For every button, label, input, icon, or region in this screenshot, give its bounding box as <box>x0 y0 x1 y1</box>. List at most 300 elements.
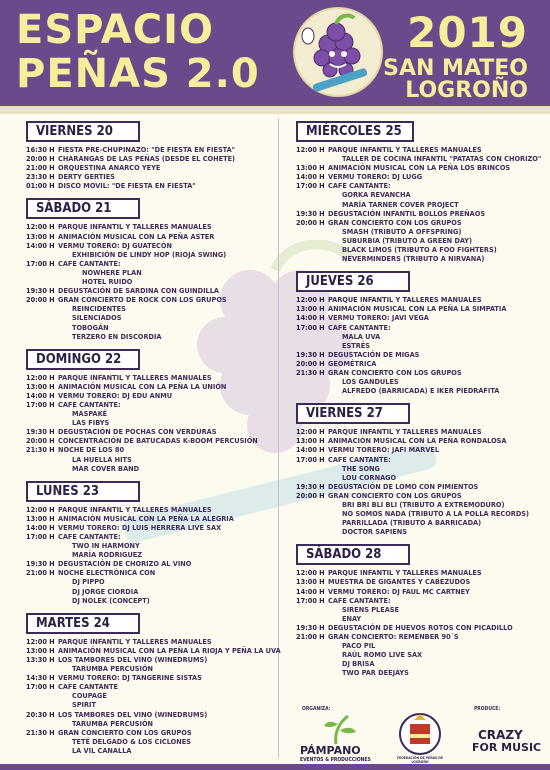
event-text: LOS TAMBORES DEL VINO (WINEDRUMS) <box>58 709 208 719</box>
event-time: 19:30 H <box>296 349 325 359</box>
event-row <box>296 304 542 313</box>
event-text: VERMU TORERO: JAVI VEGA <box>328 313 429 323</box>
event-time: 17:00 H <box>296 454 325 464</box>
event-text: LA HUELLA HITS <box>72 454 132 464</box>
event-text: VERMU TORERO: DJ LUGG <box>328 172 423 182</box>
event-row <box>26 645 281 655</box>
event-row <box>296 145 542 154</box>
event-list <box>26 636 281 755</box>
event-text: SILENCIADOS <box>72 313 122 323</box>
event-text: GEOMÉTRICA <box>328 358 377 368</box>
event-time: 14:00 H <box>26 522 55 532</box>
event-time: 20:00 H <box>296 490 325 500</box>
header-stripe <box>0 106 550 114</box>
event-row <box>296 668 542 677</box>
header-band <box>0 0 550 106</box>
event-time: 12:00 H <box>296 145 325 154</box>
event-row <box>296 605 542 614</box>
event-time: 13:00 H <box>296 163 325 173</box>
event-list <box>296 295 542 395</box>
event-text: PARQUE INFANTIL Y TALLERES MANUALES <box>58 636 212 646</box>
event-list <box>26 222 272 340</box>
event-text: BLACK LIMOS (TRIBUTO A FOO FIGHTERS) <box>342 245 497 255</box>
event-row <box>296 614 542 623</box>
event-row <box>26 505 272 514</box>
event-text: GRAN CONCIERTO DE ROCK CON LOS GRUPOS <box>58 295 227 305</box>
for-music-word: FOR MUSIC <box>472 741 542 754</box>
event-time: 17:00 H <box>26 532 55 541</box>
event-row <box>26 682 272 691</box>
day-heading: MARTES 24 <box>26 613 140 634</box>
organiza-label: ORGANIZA: <box>302 706 331 712</box>
event-text: COUPAGE <box>72 691 107 701</box>
event-row <box>26 332 272 341</box>
event-text: CAFE CANTANTE: <box>58 258 121 268</box>
event-text: PARRILLADA (TRIBUTO A BARRICADA) <box>342 518 482 528</box>
event-text: ANIMACIÓN MUSICAL CON LA PEÑA RONDALOSA <box>328 436 507 446</box>
bottom-bar <box>0 764 550 770</box>
event-time: 14:00 H <box>296 445 325 455</box>
event-time: 14:00 H <box>26 240 55 250</box>
event-text: NOCHE ELECTRÓNICA CON <box>58 568 156 578</box>
event-time: 20:00 H <box>296 217 325 227</box>
grape-mascot-logo <box>292 6 384 102</box>
event-time: 13:30 H <box>26 654 55 664</box>
event-row <box>26 409 272 418</box>
event-row <box>296 650 542 659</box>
event-time: 12:00 H <box>296 427 325 437</box>
event-row <box>296 172 542 181</box>
event-row <box>296 368 542 377</box>
event-text: MALA UVA <box>342 331 381 341</box>
event-text: LOU CORNAGO <box>342 472 397 482</box>
event-row <box>296 163 542 172</box>
event-time: 16:30 H <box>26 145 55 154</box>
day-heading: DOMINGO 22 <box>26 349 140 370</box>
event-text: PARQUE INFANTIL Y TALLERES MANUALES <box>58 222 212 232</box>
event-row <box>296 491 542 500</box>
event-time: 14:00 H <box>296 313 325 323</box>
day-heading: LUNES 23 <box>26 481 140 502</box>
event-row <box>26 418 272 427</box>
event-text: LAS FIBYS <box>72 418 110 428</box>
day-heading: JUEVES 26 <box>296 271 410 292</box>
day-block <box>26 480 272 605</box>
event-text: DJ NOLEK (CONCEPT) <box>72 595 150 605</box>
event-row <box>296 386 542 395</box>
event-time: 17:00 H <box>296 181 325 191</box>
event-row <box>296 659 542 668</box>
event-row <box>26 400 272 409</box>
event-text: VERMU TORERO: DJ FAUL MC CARTNEY <box>328 586 470 596</box>
event-text: CHARANGAS DE LAS PEÑAS (DESDE EL COHETE) <box>58 154 236 164</box>
event-row <box>26 323 272 332</box>
event-text: PARQUE INFANTIL Y TALLERES MANUALES <box>328 427 482 437</box>
pampano-subtitle: EVENTOS & PRODUCCIONES <box>300 757 371 763</box>
event-time: 23:30 H <box>26 172 55 182</box>
event-text: DEGUSTACIÓN INFANTIL BOLLOS PREÑAOS <box>328 208 486 218</box>
event-row <box>296 154 542 163</box>
event-text: DEGUSTACIÓN DE HUEVOS ROTOS CON PICADILLO <box>328 622 513 632</box>
event-time: 14:00 H <box>26 390 55 400</box>
event-row <box>296 350 542 359</box>
event-text: GRAN CONCIERTO: REMENBER 90´S <box>328 632 459 642</box>
day-block <box>26 120 272 190</box>
day-block <box>296 402 542 536</box>
event-row <box>26 464 272 473</box>
event-row <box>296 236 542 245</box>
event-row <box>26 455 272 464</box>
federacion-text: FEDERACIÓN DE PEÑAS DE LOGROÑO <box>397 756 443 764</box>
event-row <box>26 145 272 154</box>
event-text: MUESTRA DE GIGANTES Y CABEZUDOS <box>328 577 471 587</box>
event-row <box>26 163 272 172</box>
city-line-2: LOGROÑO <box>405 78 528 103</box>
event-row <box>26 313 272 322</box>
event-time: 13:00 H <box>26 231 55 241</box>
pampano-logo <box>296 712 376 766</box>
title-line-1: ESPACIO <box>16 7 214 53</box>
event-text: TALLER DE COCINA INFANTIL "PATATAS CON CHORIZO" <box>342 154 542 164</box>
event-row <box>26 277 272 286</box>
event-row <box>26 532 272 541</box>
event-time: 13:00 H <box>26 645 55 655</box>
event-text: GORKA REVANCHA <box>342 190 411 200</box>
event-text: ENAY <box>342 613 362 623</box>
event-text: CAFE CANTANTE: <box>328 322 391 332</box>
event-time: 19:30 H <box>26 559 55 569</box>
event-row <box>296 568 542 577</box>
event-text: LA VIL CANALLA <box>72 745 132 755</box>
event-text: VERMU TORERO: JAFI MARVEL <box>328 445 440 455</box>
event-text: TERZERO EN DISCORDIA <box>72 331 162 341</box>
event-text: HOTEL RUIDO <box>82 277 133 287</box>
event-row <box>26 427 272 436</box>
event-time: 12:00 H <box>26 372 55 382</box>
event-text: SUBURBIA (TRIBUTO A GREEN DAY) <box>342 235 473 245</box>
event-row <box>26 222 272 231</box>
column-divider <box>278 118 279 758</box>
event-row <box>296 587 542 596</box>
event-row <box>26 436 272 445</box>
event-row <box>26 637 272 646</box>
event-row <box>296 445 542 454</box>
event-row <box>296 641 542 650</box>
event-time: 21:30 H <box>26 727 55 737</box>
event-text: VERMU TORERO: DJ TANGERINE SISTAS <box>58 673 202 683</box>
event-row <box>26 181 272 190</box>
event-text: THE SONG <box>342 463 380 473</box>
event-row <box>296 464 542 473</box>
event-time: 12:00 H <box>296 568 325 578</box>
event-text: DEGUSTACIÓN DE CHORIZO AL VINO <box>58 559 192 569</box>
event-row <box>296 254 542 263</box>
event-time: 19:30 H <box>296 622 325 632</box>
event-row <box>296 323 542 332</box>
event-text: DEGUSTACIÓN DE MIGAS <box>328 349 420 359</box>
event-time: 17:00 H <box>26 258 55 268</box>
event-row <box>296 473 542 482</box>
event-text: REINCIDENTES <box>72 304 126 314</box>
event-list <box>296 568 542 677</box>
day-block <box>296 270 542 395</box>
event-time: 19:30 H <box>26 286 55 296</box>
event-row <box>296 341 542 350</box>
event-row <box>296 500 542 509</box>
event-text: GRAN CONCIERTO CON LOS GRUPOS <box>328 490 462 500</box>
event-text: CAFE CANTANTE: <box>328 454 391 464</box>
event-time: 12:00 H <box>26 504 55 514</box>
event-time: 19:30 H <box>296 481 325 491</box>
event-text: ANIMACIÓN MUSICAL CON LA PEÑA LA RIOJA Y PEÑA LA UVA <box>58 645 281 655</box>
event-row <box>296 427 542 436</box>
event-row <box>26 719 272 728</box>
event-row <box>26 737 272 746</box>
event-time: 13:00 H <box>296 436 325 446</box>
event-row <box>296 181 542 190</box>
produce-label: PRODUCE: <box>474 706 501 712</box>
event-row <box>296 596 542 605</box>
day-block <box>296 543 542 677</box>
event-text: ORQUESTINA ANARCO YEYE <box>58 163 161 173</box>
event-time: 21:00 H <box>26 568 55 578</box>
event-time: 19:30 H <box>26 427 55 437</box>
event-text: MASPAKÉ <box>72 409 108 419</box>
crazy-word: CRAZY <box>478 728 523 742</box>
event-text: MAR COVER BAND <box>72 463 140 473</box>
event-text: EXHIBICIÓN DE LINDY HOP (RIOJA SWING) <box>72 249 227 259</box>
event-text: GRAN CONCIERTO CON LOS GRUPOS <box>58 727 192 737</box>
event-row <box>296 332 542 341</box>
event-time: 20:00 H <box>296 358 325 368</box>
day-heading: VIERNES 27 <box>296 403 410 424</box>
event-text: BRI BRI BLI BLI (TRIBUTO A EXTREMODURO) <box>342 500 505 509</box>
event-text: CAFE CANTANTE: <box>328 181 391 191</box>
event-row <box>26 259 272 268</box>
event-time: 01:00 H <box>26 181 55 191</box>
event-text: DERTY GERTIES <box>58 172 115 182</box>
event-time: 17:00 H <box>296 322 325 332</box>
event-text: DEGUSTACIÓN DE LOMO CON PIMIENTOS <box>328 481 479 491</box>
event-row <box>296 209 542 218</box>
event-row <box>26 172 272 181</box>
schedule-left-column <box>26 120 281 755</box>
city-line-1: SAN MATEO <box>383 56 528 81</box>
event-row <box>296 227 542 236</box>
event-text: PARQUE INFANTIL Y TALLERES MANUALES <box>328 145 482 154</box>
event-text: VERMU TORERO: DJ EDU ANMU <box>58 390 173 400</box>
event-row <box>26 655 272 664</box>
event-row <box>296 218 542 227</box>
event-row <box>26 587 272 596</box>
event-text: DEGUSTACIÓN DE POCHAS CON VERDURAS <box>58 427 217 437</box>
event-text: DEGUSTACIÓN DE SARDINA CON GUINDILLA <box>58 286 219 296</box>
event-text: TWO IN HARMONY <box>72 541 140 551</box>
event-row <box>296 295 542 304</box>
event-text: DISCO MOVIL: "DE FIESTA EN FIESTA" <box>58 181 196 191</box>
event-row <box>26 596 272 605</box>
event-text: PARQUE INFANTIL Y TALLERES MANUALES <box>58 372 212 382</box>
event-list <box>26 505 272 605</box>
event-row <box>26 700 272 709</box>
day-block <box>296 120 542 263</box>
event-row <box>296 632 542 641</box>
day-block <box>26 348 272 473</box>
event-row <box>26 154 272 163</box>
sponsors-footer <box>296 706 542 766</box>
event-text: CAFE CANTANTE: <box>58 532 121 541</box>
event-text: NEVERMINDERS (TRIBUTO A NIRVANA) <box>342 254 485 264</box>
event-text: TETÉ DELGADO & LOS CICLONES <box>72 736 191 746</box>
event-list <box>296 145 542 263</box>
event-time: 17:00 H <box>26 682 55 692</box>
event-row <box>26 391 272 400</box>
event-row <box>26 728 272 737</box>
event-row <box>296 200 542 209</box>
event-row <box>296 527 542 536</box>
day-block <box>26 197 272 340</box>
event-text: LOS TAMBORES DEL VINO (WINEDRUMS) <box>58 654 208 664</box>
event-text: NO SOMOS NADA (TRIBUTO A LA POLLA RECORDS) <box>342 509 530 519</box>
event-row <box>26 541 272 550</box>
event-list <box>26 145 272 190</box>
schedule-right-column <box>296 120 542 678</box>
event-text: ANIMACIÓN MUSICAL CON LA PEÑA LA SIMPATIA <box>328 304 507 314</box>
federacion-penas-crest <box>396 710 444 764</box>
event-row <box>26 559 272 568</box>
event-time: 12:00 H <box>26 636 55 646</box>
event-row <box>296 577 542 586</box>
event-text: RAÚL ROMO LIVE SAX <box>342 650 423 660</box>
event-row <box>296 509 542 518</box>
crazy-for-music-logo <box>466 728 542 762</box>
event-text: VERMU TORERO: DJ LUIS HERRERA LIVE SAX <box>58 522 222 532</box>
event-row <box>26 710 272 719</box>
event-text: VERMU TORERO: DJ GUATECÓN <box>58 240 172 250</box>
event-row <box>26 523 272 532</box>
event-time: 14:30 H <box>26 673 55 683</box>
event-row <box>296 482 542 491</box>
event-text: PARQUE INFANTIL Y TALLERES MANUALES <box>328 568 482 578</box>
event-text: TARUMBA PERCUSIÓN <box>72 718 154 728</box>
event-text: SMASH (TRIBUTO A OFFSPRING) <box>342 226 462 236</box>
event-time: 21:00 H <box>296 632 325 642</box>
event-text: PARQUE INFANTIL Y TALLERES MANUALES <box>58 504 212 514</box>
event-text: GRAN CONCIERTO CON LOS GRUPOS <box>328 367 462 377</box>
event-text: CONCENTRACIÓN DE BATUCADAS K-BOOM PERCUSIÓN <box>58 436 258 446</box>
event-row <box>26 691 272 700</box>
event-time: 20:30 H <box>26 709 55 719</box>
event-text: ALFREDO (BARRICADA) E IKER PIEDRAFITA <box>342 386 500 396</box>
event-row <box>26 382 272 391</box>
event-text: NOWHERE PLAN <box>82 267 142 277</box>
event-text: SPIRIT <box>72 700 96 710</box>
event-row <box>296 190 542 199</box>
event-row <box>26 746 272 755</box>
event-time: 12:00 H <box>26 222 55 232</box>
day-heading: VIERNES 20 <box>26 121 140 142</box>
event-time: 14:00 H <box>296 172 325 182</box>
event-text: CAFE CANTANTE: <box>58 399 121 409</box>
event-row <box>26 577 272 586</box>
event-time: 21:00 H <box>26 163 55 173</box>
event-row <box>296 377 542 386</box>
event-time: 13:00 H <box>26 381 55 391</box>
event-row <box>26 241 272 250</box>
event-text: TWO PAR DEEJAYS <box>342 668 409 678</box>
event-text: MARÍA TARNER COVER PROJECT <box>342 199 459 209</box>
event-text: DJ JORGE CIORDIA <box>72 586 139 596</box>
event-text: DOCTOR SAPIENS <box>342 527 408 537</box>
event-text: NOCHE DE LOS 80 <box>58 445 125 455</box>
event-time: 20:00 H <box>26 154 55 164</box>
event-row <box>296 245 542 254</box>
pampano-wordmark: PÁMPANO <box>300 744 361 757</box>
event-text: ESTRÉS <box>342 340 370 350</box>
day-heading: MIÉRCOLES 25 <box>296 121 414 142</box>
event-time: 19:30 H <box>296 208 325 218</box>
event-row <box>26 673 272 682</box>
event-text: DJ PIPPO <box>72 577 105 587</box>
event-text: PACO PIL <box>342 641 376 651</box>
event-row <box>296 518 542 527</box>
event-text: ANIMACIÓN MUSICAL CON LA PEÑA ASTER <box>58 231 215 241</box>
event-row <box>296 455 542 464</box>
event-text: MARÍA RODRIGUEZ <box>72 550 143 560</box>
event-time: 21:30 H <box>26 445 55 455</box>
event-row <box>296 313 542 322</box>
event-list <box>26 373 272 473</box>
event-text: CAFE CANTANTE: <box>328 595 391 605</box>
event-row <box>26 304 272 313</box>
event-text: PARQUE INFANTIL Y TALLERES MANUALES <box>328 295 482 305</box>
event-time: 13:00 H <box>296 304 325 314</box>
event-row <box>296 436 542 445</box>
day-heading: SÁBADO 28 <box>296 544 410 565</box>
event-row <box>26 373 272 382</box>
event-row <box>26 295 272 304</box>
event-row <box>296 359 542 368</box>
event-text: ANIMACIÓN MUSICAL CON LA PEÑA LA UNIÓN <box>58 381 227 391</box>
event-row <box>26 664 272 673</box>
event-time: 20:00 H <box>26 436 55 446</box>
event-time: 12:00 H <box>296 295 325 305</box>
event-list <box>296 427 542 536</box>
event-time: 17:00 H <box>26 399 55 409</box>
event-row <box>26 445 272 454</box>
event-text: DJ BRISA <box>342 659 375 669</box>
event-time: 14:00 H <box>296 586 325 596</box>
event-text: FIESTA PRE-CHUPINAZO: "DE FIESTA EN FIESTA" <box>58 145 236 154</box>
title-line-2: PEÑAS 2.0 <box>16 51 260 97</box>
event-text: ANIMACIÓN MUSICAL CON LA PEÑA LA ALEGRIA <box>58 513 234 523</box>
event-row <box>26 286 272 295</box>
event-row <box>26 568 272 577</box>
event-text: CAFE CANTANTE <box>58 682 118 692</box>
event-row <box>26 232 272 241</box>
event-text: GRAN CONCIERTO CON LOS GRUPOS <box>328 217 462 227</box>
event-row <box>26 550 272 559</box>
event-row <box>296 623 542 632</box>
event-time: 13:00 H <box>26 513 55 523</box>
event-row <box>26 250 272 259</box>
event-time: 17:00 H <box>296 595 325 605</box>
day-heading: SÁBADO 21 <box>26 198 140 219</box>
event-text: SIRENS PLEASE <box>342 604 399 614</box>
event-row <box>26 514 272 523</box>
event-text: TOBOGÁN <box>72 322 109 332</box>
event-time: 21:30 H <box>296 367 325 377</box>
